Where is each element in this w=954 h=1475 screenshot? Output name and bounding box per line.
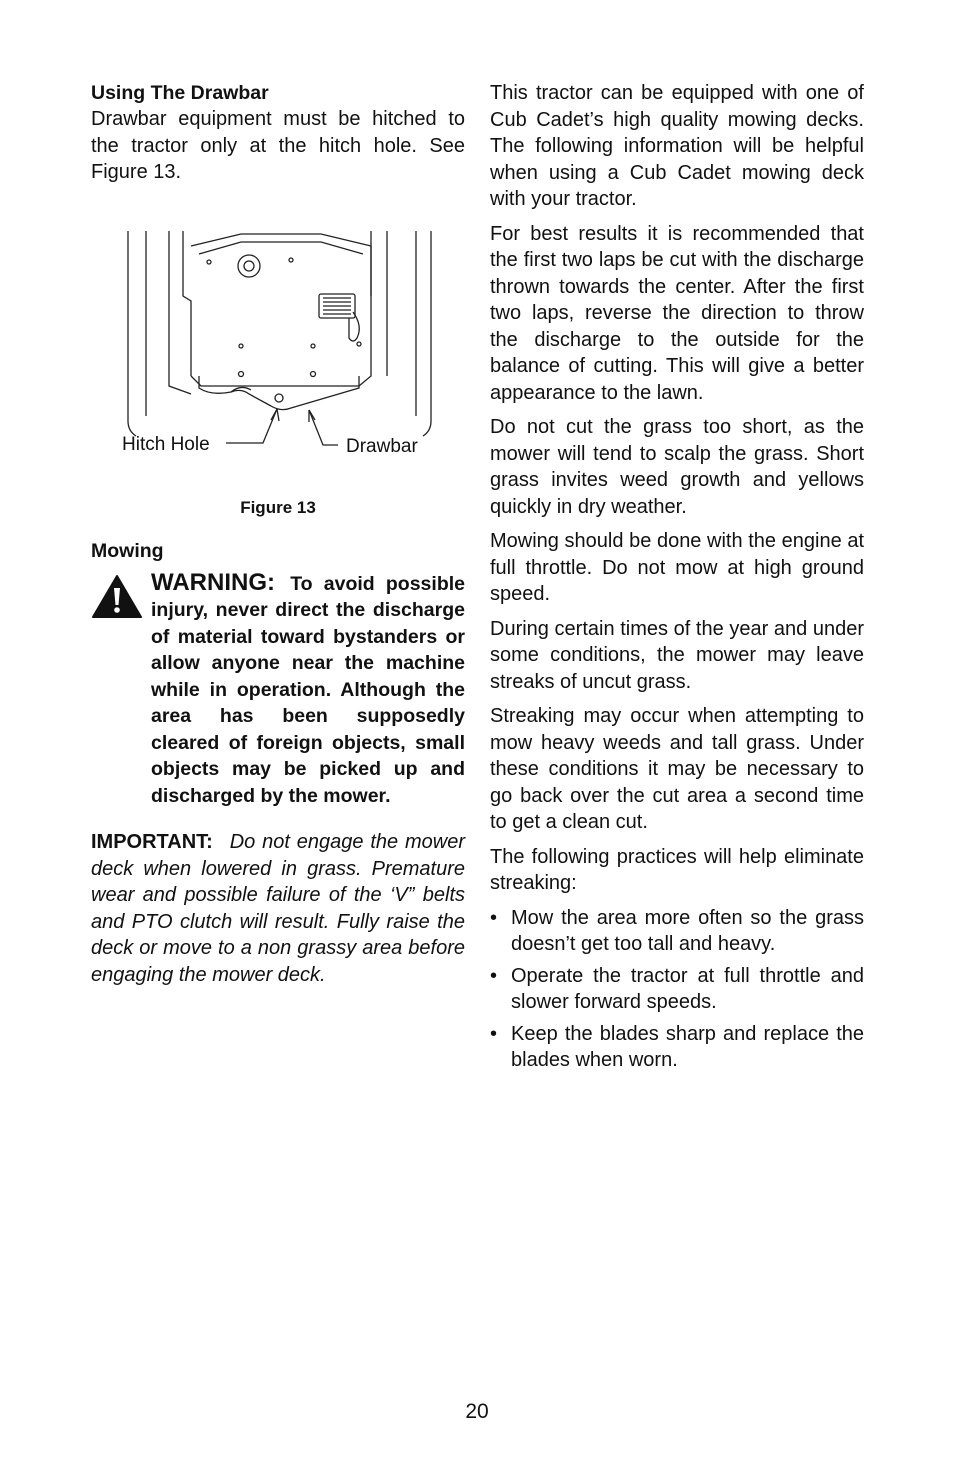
list-item: • Keep the blades sharp and replace the blades when worn. bbox=[490, 1021, 864, 1074]
drawbar-label: Drawbar bbox=[346, 435, 418, 457]
hitch-hole-label: Hitch Hole bbox=[122, 433, 210, 455]
important-label: IMPORTANT: bbox=[91, 831, 213, 853]
drawbar-heading: Using The Drawbar bbox=[91, 82, 269, 104]
important-text: Do not engage the mower deck when lowered in grass. Premature wear and possible failure of the ‘V” belts and PTO clutch will result. Fully raise the deck or move to a non grassy area before engaging the mower deck. bbox=[91, 831, 465, 986]
paragraph: Do not cut the grass too short, as the mower will tend to scalp the grass. Short grass invites weed growth and yellows quickly in dry weather. bbox=[490, 416, 864, 518]
paragraph: The following practices will help eliminate streaking: bbox=[490, 845, 864, 894]
paragraph: For best results it is recommended that the first two laps be cut with the discharge thrown towards the center. After the first two laps, reverse the direction to throw the discharge to the outside for the balance of cutting. This will give a better appearance to the lawn. bbox=[490, 222, 864, 404]
warning-body: To avoid possible injury, never direct the discharge of material toward bystanders or allow anyone near the machine while in operation. Although the area has been supposedly cleared of foreign objects, small objects may be picked up and discharged by the mower. bbox=[151, 572, 465, 807]
paragraph: During certain times of the year and under some conditions, the mower may leave streaks of uncut grass. bbox=[490, 617, 864, 693]
left-column bbox=[91, 80, 465, 1008]
warning-block bbox=[91, 570, 465, 810]
drawbar-text: Drawbar equipment must be hitched to the tractor only at the hitch hole. See Figure 13. bbox=[91, 108, 465, 183]
warning-icon bbox=[91, 570, 151, 810]
streaking-tips-list bbox=[490, 905, 864, 1074]
right-column bbox=[490, 80, 864, 1079]
list-item: • Operate the tractor at full throttle and slower forward speeds. bbox=[490, 963, 864, 1016]
warning-title: WARNING: bbox=[151, 568, 275, 596]
figure-13 bbox=[91, 226, 465, 486]
mowing-heading: Mowing bbox=[91, 539, 164, 562]
list-item: • Mow the area more often so the grass doesn’t get too tall and heavy. bbox=[490, 905, 864, 958]
page-number: 20 bbox=[465, 1400, 489, 1423]
figure-caption: Figure 13 bbox=[240, 497, 316, 517]
important-note bbox=[91, 829, 465, 988]
warning-text bbox=[151, 570, 465, 810]
paragraph: Streaking may occur when attempting to mow heavy weeds and tall grass. Under these conditions it may be necessary to go back over the cut area a second time to get a clean cut. bbox=[490, 705, 864, 833]
paragraph: This tractor can be equipped with one of Cub Cadet’s high quality mowing decks. The following information will be helpful when using a Cub Cadet mowing deck with your tractor. bbox=[490, 82, 864, 210]
paragraph: Mowing should be done with the engine at full throttle. Do not mow at high ground speed. bbox=[490, 530, 864, 605]
